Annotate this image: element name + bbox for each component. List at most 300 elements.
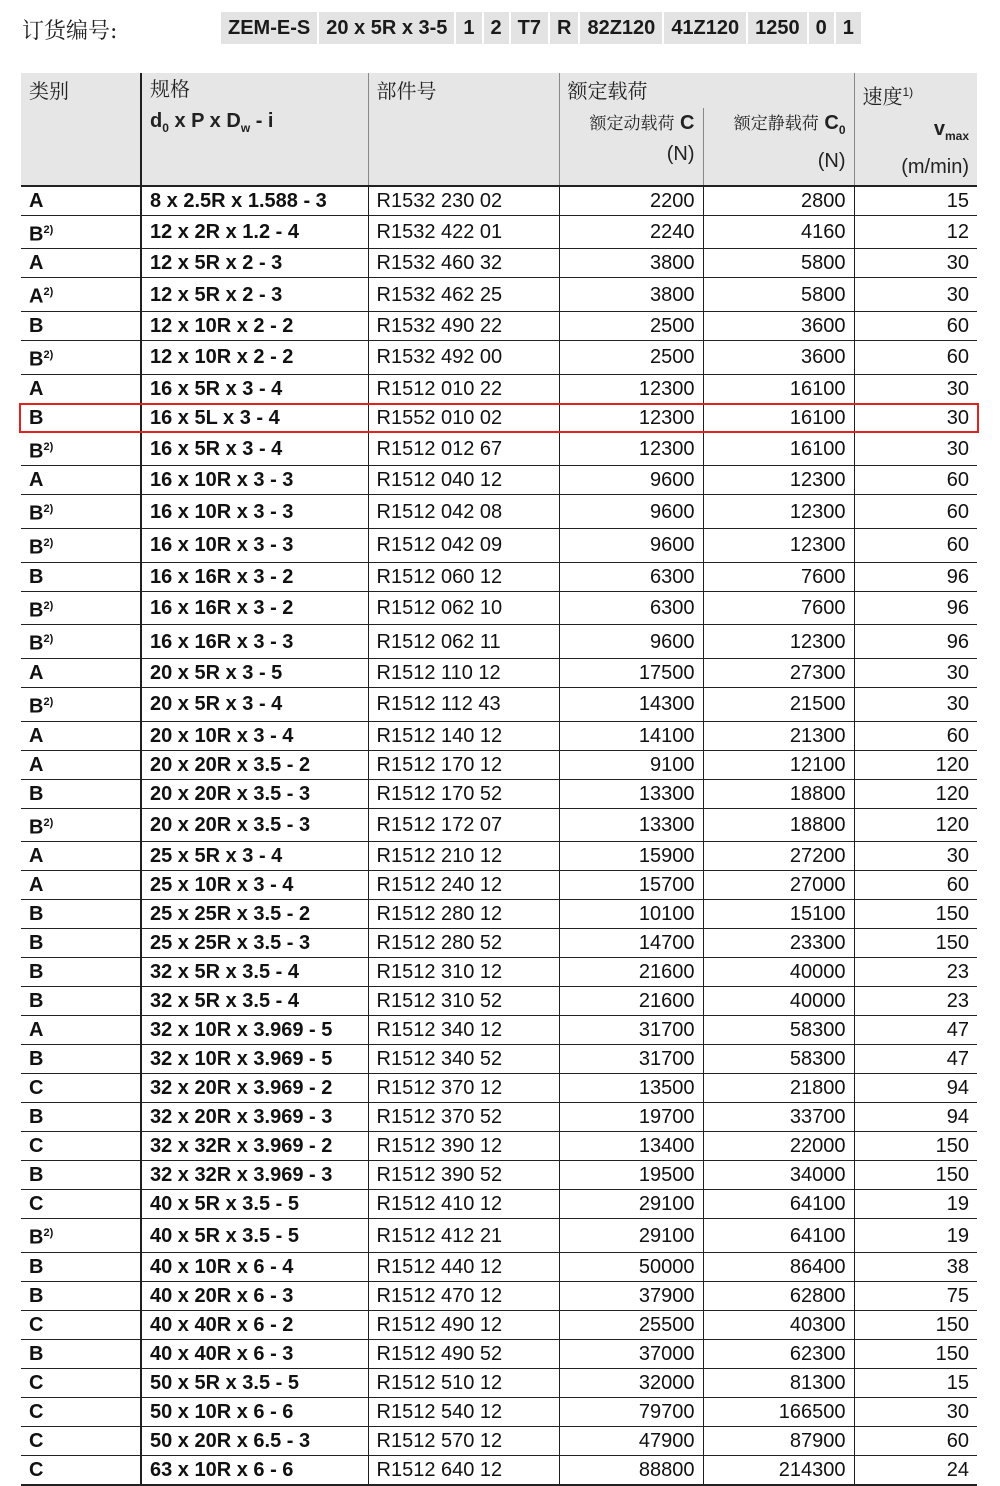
dynamic-load-cell: 21600 [559,958,703,987]
dynamic-load-cell: 9600 [559,466,703,495]
speed-cell: 94 [854,1103,977,1132]
table-row [21,1455,977,1485]
order-number-label: 订货编号: [22,19,118,44]
spec-cell: 50 x 20R x 6.5 - 3 [141,1426,368,1455]
table-row [21,1190,977,1219]
part-number-cell: R1512 640 12 [368,1455,559,1485]
part-number-cell: R1532 422 01 [368,215,559,249]
table-row [21,750,977,779]
category-cell: $B^{2)}$ [21,625,141,659]
header-speed-label: 速度 [862,86,903,109]
static-load-cell: 64100 [703,1190,854,1219]
category-cell: B [21,779,141,808]
table-row [21,432,977,466]
dynamic-load-cell: 2500 [559,311,703,340]
order-code-segment: 20 x 5R x 3-5 [319,12,454,44]
dynamic-load-cell: 19700 [559,1103,703,1132]
specification-table [21,73,977,1486]
table-row [21,871,977,900]
speed-cell: 47 [854,1045,977,1074]
category-cell: B [21,929,141,958]
dynamic-load-cell: 14700 [559,929,703,958]
speed-cell: 120 [854,750,977,779]
speed-cell: 24 [854,1455,977,1485]
static-load-cell: 2800 [703,186,854,216]
part-number-cell: R1512 410 12 [368,1190,559,1219]
dynamic-load-cell: 9600 [559,625,703,659]
footnote-marker: 2) [43,286,54,299]
category-cell: A [21,249,141,278]
spec-cell: 32 x 10R x 3.969 - 5 [141,1016,368,1045]
dynamic-load-unit: (N) [666,143,695,166]
table-row [21,374,977,403]
table-row [21,1252,977,1281]
part-number-cell: R1512 440 12 [368,1252,559,1281]
header-spec-label: 规格 [150,79,190,101]
speed-cell: 60 [854,340,977,374]
spec-cell: 32 x 5R x 3.5 - 4 [141,987,368,1016]
category-cell: C [21,1074,141,1103]
order-code-strip [221,12,861,44]
header-speed-footnote: 1) [902,85,914,99]
speed-cell: 23 [854,958,977,987]
static-load-cell: 58300 [703,1016,854,1045]
part-number-cell: R1512 060 12 [368,562,559,591]
spec-cell: 40 x 5R x 3.5 - 5 [141,1190,368,1219]
static-load-cell: 81300 [703,1368,854,1397]
part-number-cell: R1532 230 02 [368,186,559,216]
static-load-unit: (N) [817,150,846,173]
category-cell: $B^{2)}$ [21,215,141,249]
speed-cell: 60 [854,466,977,495]
category-cell: C [21,1368,141,1397]
order-code-segment: 41Z120 [664,12,746,44]
static-load-cell: 40000 [703,958,854,987]
category-cell: $A^{2)}$ [21,278,141,312]
spec-cell: 40 x 5R x 3.5 - 5 [141,1219,368,1253]
dynamic-load-cell: 37000 [559,1339,703,1368]
speed-cell: 150 [854,929,977,958]
table-row [21,186,977,216]
table-row [21,528,977,562]
speed-cell: 96 [854,625,977,659]
spec-cell: 16 x 10R x 3 - 3 [141,466,368,495]
part-number-cell: R1512 170 12 [368,750,559,779]
spec-cell: 12 x 5R x 2 - 3 [141,249,368,278]
header-part-number-label: 部件号 [376,81,437,103]
footnote-marker: 2) [43,633,54,646]
table-row [21,1161,977,1190]
header-spec-formula: $d_0$ x P x $D_w$ - i [150,110,274,135]
category-cell: $B^{2)}$ [21,808,141,842]
part-number-cell: R1512 040 12 [368,466,559,495]
header-speed-unit: (m/min) [901,155,969,178]
part-number-cell: R1512 240 12 [368,871,559,900]
part-number-cell: R1512 062 10 [368,591,559,625]
category-cell: B [21,1339,141,1368]
static-load-cell: 21300 [703,721,854,750]
static-load-cell: 23300 [703,929,854,958]
speed-cell: 19 [854,1190,977,1219]
part-number-cell: R1512 570 12 [368,1426,559,1455]
table-row [21,466,977,495]
spec-cell: 25 x 10R x 3 - 4 [141,871,368,900]
spec-cell: 20 x 20R x 3.5 - 3 [141,779,368,808]
dynamic-load-cell: 6300 [559,591,703,625]
header-static-load: 额定静载荷 $C_0$ (N) [703,108,854,185]
spec-cell: 16 x 16R x 3 - 3 [141,625,368,659]
category-cell: B [21,562,141,591]
static-load-cell: 12300 [703,466,854,495]
part-number-cell: R1512 010 22 [368,374,559,403]
speed-cell: 30 [854,842,977,871]
part-number-cell: R1512 042 08 [368,495,559,529]
order-code-segment: 1 [836,12,861,44]
static-load-cell: 12300 [703,528,854,562]
part-number-cell: R1512 140 12 [368,721,559,750]
spec-cell: 16 x 16R x 3 - 2 [141,562,368,591]
footnote-marker: 2) [43,503,54,516]
category-cell: $B^{2)}$ [21,1219,141,1253]
static-load-cell: 16100 [703,432,854,466]
table-row [21,311,977,340]
spec-cell: 16 x 10R x 3 - 3 [141,528,368,562]
dynamic-load-cell: 13500 [559,1074,703,1103]
part-number-cell: R1512 170 52 [368,779,559,808]
spec-cell: 12 x 10R x 2 - 2 [141,311,368,340]
dynamic-load-cell: 3800 [559,278,703,312]
spec-cell: 32 x 10R x 3.969 - 5 [141,1045,368,1074]
dynamic-load-cell: 15700 [559,871,703,900]
spec-cell: 32 x 32R x 3.969 - 3 [141,1161,368,1190]
dynamic-load-cell: 12300 [559,432,703,466]
category-cell: $B^{2)}$ [21,687,141,721]
category-cell: B [21,1281,141,1310]
static-load-cell: 7600 [703,562,854,591]
spec-cell: 12 x 5R x 2 - 3 [141,278,368,312]
part-number-cell: R1512 490 52 [368,1339,559,1368]
static-load-cell: 16100 [703,403,854,432]
dynamic-load-cell: 29100 [559,1190,703,1219]
category-cell: A [21,842,141,871]
footnote-marker: 2) [43,536,54,549]
spec-cell: 40 x 40R x 6 - 3 [141,1339,368,1368]
speed-cell: 47 [854,1016,977,1045]
static-load-cell: 33700 [703,1103,854,1132]
speed-cell: 23 [854,987,977,1016]
spec-cell: 16 x 10R x 3 - 3 [141,495,368,529]
category-cell: $B^{2)}$ [21,495,141,529]
static-load-cell: 40000 [703,987,854,1016]
part-number-cell: R1532 490 22 [368,311,559,340]
speed-cell: 12 [854,215,977,249]
category-cell: B [21,1161,141,1190]
static-load-cell: 58300 [703,1045,854,1074]
static-load-cell: 18800 [703,779,854,808]
part-number-cell: R1512 540 12 [368,1397,559,1426]
part-number-cell: R1512 310 12 [368,958,559,987]
dynamic-load-cell: 13300 [559,808,703,842]
header-speed [854,73,977,186]
spec-cell: 20 x 5R x 3 - 5 [141,658,368,687]
part-number-cell: R1512 042 09 [368,528,559,562]
dynamic-load-cell: 50000 [559,1252,703,1281]
static-load-cell: 27200 [703,842,854,871]
part-number-cell: R1532 492 00 [368,340,559,374]
speed-cell: 96 [854,591,977,625]
speed-cell: 60 [854,495,977,529]
speed-cell: 30 [854,278,977,312]
part-number-cell: R1512 310 52 [368,987,559,1016]
header-part-number [368,73,559,186]
part-number-cell: R1512 110 12 [368,658,559,687]
category-cell: A [21,466,141,495]
speed-cell: 60 [854,721,977,750]
footnote-marker: 2) [43,816,54,829]
static-load-cell: 21800 [703,1074,854,1103]
static-load-cell: 12300 [703,495,854,529]
static-load-cell: 7600 [703,591,854,625]
table-row [21,1281,977,1310]
speed-cell: 60 [854,871,977,900]
speed-cell: 30 [854,374,977,403]
dynamic-load-cell: 79700 [559,1397,703,1426]
order-code-segment: 1250 [748,12,807,44]
category-cell: A [21,658,141,687]
speed-cell: 19 [854,1219,977,1253]
dynamic-load-cell: 10100 [559,900,703,929]
static-load-cell: 87900 [703,1426,854,1455]
part-number-cell: R1512 470 12 [368,1281,559,1310]
header-vmax: $v_{max}$ [933,117,969,143]
header-rated-load [559,73,854,108]
table-row [21,495,977,529]
table-row [21,987,977,1016]
table-row [21,958,977,987]
table-row [21,808,977,842]
static-load-cell: 214300 [703,1455,854,1485]
order-code-segment: T7 [511,12,548,44]
spec-cell: 63 x 10R x 6 - 6 [141,1455,368,1485]
speed-cell: 120 [854,779,977,808]
spec-cell: 16 x 5R x 3 - 4 [141,432,368,466]
speed-cell: 30 [854,687,977,721]
part-number-cell: R1512 172 07 [368,808,559,842]
table-body [21,186,977,1485]
part-number-cell: R1512 062 11 [368,625,559,659]
order-code-segment: 1 [456,12,481,44]
speed-cell: 15 [854,1368,977,1397]
spec-cell: 16 x 16R x 3 - 2 [141,591,368,625]
category-cell: B [21,403,141,432]
spec-cell: 25 x 25R x 3.5 - 3 [141,929,368,958]
speed-cell: 30 [854,1397,977,1426]
speed-cell: 150 [854,1161,977,1190]
dynamic-load-cell: 9100 [559,750,703,779]
part-number-cell: R1552 010 02 [368,403,559,432]
spec-cell: 50 x 10R x 6 - 6 [141,1397,368,1426]
table-row [21,340,977,374]
category-cell: C [21,1132,141,1161]
dynamic-load-cell: 88800 [559,1455,703,1485]
speed-cell: 94 [854,1074,977,1103]
dynamic-load-cell: 31700 [559,1016,703,1045]
dynamic-load-cell: 15900 [559,842,703,871]
table-row [21,687,977,721]
order-code-segment: ZEM-E-S [221,12,317,44]
static-load-cell: 62300 [703,1339,854,1368]
dynamic-load-cell: 25500 [559,1310,703,1339]
category-cell: B [21,987,141,1016]
spec-cell: 16 x 5L x 3 - 4 [141,403,368,432]
dynamic-load-cell: 2240 [559,215,703,249]
static-load-cell: 12100 [703,750,854,779]
table-row [21,215,977,249]
order-code-segment: 2 [484,12,509,44]
category-cell: A [21,750,141,779]
category-cell: C [21,1426,141,1455]
dynamic-load-cell: 6300 [559,562,703,591]
speed-cell: 150 [854,900,977,929]
speed-cell: 30 [854,403,977,432]
spec-cell: 32 x 20R x 3.969 - 3 [141,1103,368,1132]
static-load-cell: 27000 [703,871,854,900]
static-load-cell: 16100 [703,374,854,403]
table-row [21,658,977,687]
spec-cell: 32 x 32R x 3.969 - 2 [141,1132,368,1161]
table-row [21,1103,977,1132]
table-row [21,1016,977,1045]
speed-cell: 60 [854,311,977,340]
table-row [21,1132,977,1161]
table-row [21,1339,977,1368]
table-row [21,591,977,625]
spec-cell: 12 x 2R x 1.2 - 4 [141,215,368,249]
speed-cell: 150 [854,1310,977,1339]
dynamic-load-cell: 17500 [559,658,703,687]
static-load-cell: 4160 [703,215,854,249]
category-cell: A [21,186,141,216]
dynamic-load-cell: 3800 [559,249,703,278]
dynamic-load-cell: 31700 [559,1045,703,1074]
part-number-cell: R1512 370 12 [368,1074,559,1103]
dynamic-load-cell: 19500 [559,1161,703,1190]
table-row [21,1426,977,1455]
order-code-segment: 0 [809,12,834,44]
footnote-marker: 2) [43,599,54,612]
spec-cell: 40 x 40R x 6 - 2 [141,1310,368,1339]
dynamic-load-cell: 12300 [559,403,703,432]
part-number-cell: R1512 280 12 [368,900,559,929]
table-row [21,249,977,278]
spec-cell: 40 x 20R x 6 - 3 [141,1281,368,1310]
table-row [21,625,977,659]
category-cell: B [21,1045,141,1074]
speed-cell: 60 [854,528,977,562]
spec-cell: 20 x 20R x 3.5 - 3 [141,808,368,842]
spec-cell: 32 x 5R x 3.5 - 4 [141,958,368,987]
static-load-cell: 21500 [703,687,854,721]
category-cell: C [21,1310,141,1339]
category-cell: C [21,1455,141,1485]
static-load-cell: 34000 [703,1161,854,1190]
static-load-cell: 86400 [703,1252,854,1281]
dynamic-load-cell: 9600 [559,528,703,562]
category-cell: A [21,871,141,900]
order-code-segment: R [550,12,578,44]
category-cell: C [21,1397,141,1426]
speed-cell: 75 [854,1281,977,1310]
dynamic-load-cell: 37900 [559,1281,703,1310]
order-code-segment: 82Z120 [580,12,662,44]
static-load-cell: 18800 [703,808,854,842]
part-number-cell: R1512 370 52 [368,1103,559,1132]
category-cell: B [21,1103,141,1132]
spec-cell: 50 x 5R x 3.5 - 5 [141,1368,368,1397]
spec-cell: 25 x 25R x 3.5 - 2 [141,900,368,929]
part-number-cell: R1512 490 12 [368,1310,559,1339]
table-row [21,1397,977,1426]
speed-cell: 30 [854,432,977,466]
static-load-cell: 3600 [703,340,854,374]
speed-cell: 150 [854,1132,977,1161]
category-cell: $B^{2)}$ [21,340,141,374]
footnote-marker: 2) [43,1227,54,1240]
part-number-cell: R1512 112 43 [368,687,559,721]
header-spec [141,73,368,186]
dynamic-load-cell: 2500 [559,340,703,374]
category-cell: $B^{2)}$ [21,591,141,625]
spec-cell: 20 x 20R x 3.5 - 2 [141,750,368,779]
part-number-cell: R1512 390 52 [368,1161,559,1190]
table-row [21,1045,977,1074]
footnote-marker: 2) [43,695,54,708]
part-number-cell: R1512 340 52 [368,1045,559,1074]
part-number-cell: R1532 462 25 [368,278,559,312]
category-cell: A [21,1016,141,1045]
speed-cell: 30 [854,249,977,278]
static-load-cell: 12300 [703,625,854,659]
spec-cell: 40 x 10R x 6 - 4 [141,1252,368,1281]
table-row [21,1368,977,1397]
speed-cell: 120 [854,808,977,842]
table-row [21,562,977,591]
speed-cell: 60 [854,1426,977,1455]
table-row [21,929,977,958]
spec-cell: 25 x 5R x 3 - 4 [141,842,368,871]
header-category [21,73,141,186]
part-number-cell: R1512 210 12 [368,842,559,871]
dynamic-load-cell: 13400 [559,1132,703,1161]
dynamic-load-cell: 32000 [559,1368,703,1397]
part-number-cell: R1512 510 12 [368,1368,559,1397]
static-load-cell: 3600 [703,311,854,340]
part-number-cell: R1512 412 21 [368,1219,559,1253]
table-header [21,73,977,186]
static-load-cell: 62800 [703,1281,854,1310]
category-cell: $B^{2)}$ [21,432,141,466]
static-load-cell: 5800 [703,249,854,278]
dynamic-load-cell: 13300 [559,779,703,808]
spec-cell: 20 x 5R x 3 - 4 [141,687,368,721]
category-cell: C [21,1190,141,1219]
speed-cell: 150 [854,1339,977,1368]
spec-cell: 20 x 10R x 3 - 4 [141,721,368,750]
table-row [21,1074,977,1103]
footnote-marker: 2) [43,440,54,453]
category-cell: B [21,900,141,929]
category-cell: $B^{2)}$ [21,528,141,562]
